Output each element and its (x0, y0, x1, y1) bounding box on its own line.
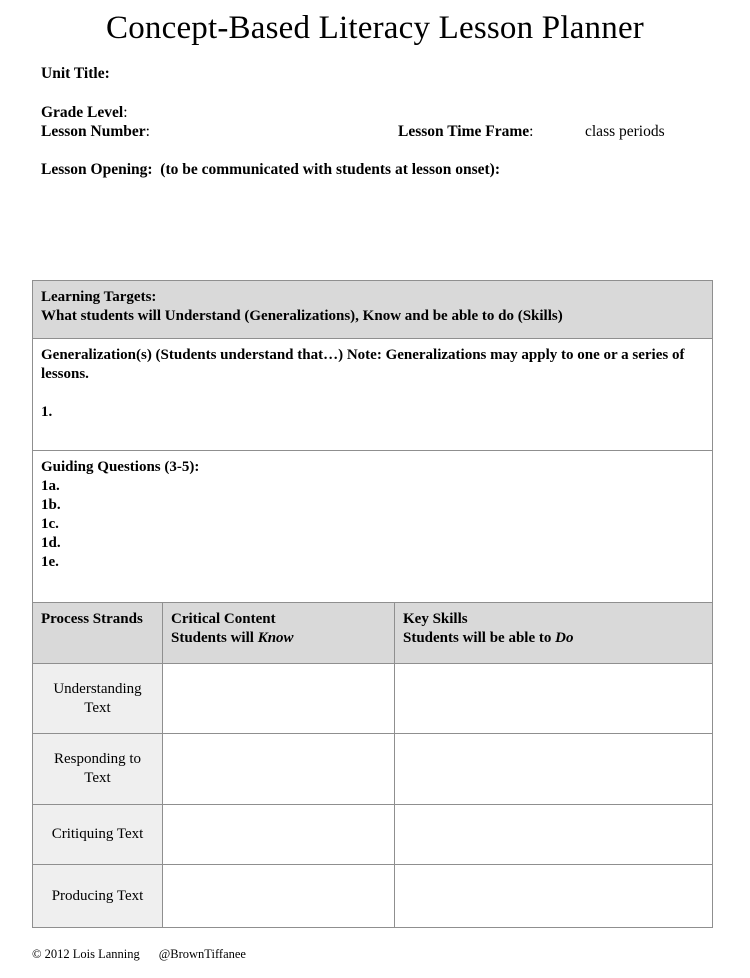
critical-content-prefix: Students will (171, 630, 258, 646)
lesson-number-label: Lesson Number (41, 123, 146, 140)
social-handle: @BrownTiffanee (158, 947, 246, 961)
critical-content-cell[interactable] (163, 664, 395, 734)
critical-content-cell[interactable] (163, 865, 395, 928)
lesson-number-line (41, 122, 150, 141)
learning-targets-subtitle: What students will Understand (Generalizations), Know and be able to do (Skills) (41, 308, 563, 324)
guiding-question-item: 1c. (41, 516, 59, 532)
lesson-time-frame-line (398, 122, 533, 141)
lesson-time-frame-label: Lesson Time Frame (398, 123, 530, 140)
generalization-item: 1. (41, 404, 53, 420)
grade-level-colon: : (123, 104, 128, 121)
key-skills-header-line2 (403, 629, 702, 648)
strand-row (33, 805, 713, 865)
lesson-opening-label: Lesson Opening: (to be communicated with students at lesson onset): (41, 161, 500, 178)
strand-label-cell: Producing Text (33, 865, 163, 928)
grade-level-label: Grade Level (41, 104, 124, 121)
strand-row (33, 734, 713, 805)
strands-table (32, 602, 713, 928)
generalizations-cell[interactable] (33, 339, 713, 451)
generalizations-prompt: Generalization(s) (Students understand that…) Note: Generalizations may apply to one or a series of lessons. (41, 347, 685, 382)
critical-content-header (163, 603, 395, 664)
learning-targets-table (32, 280, 713, 603)
grade-level-line (41, 103, 128, 122)
critical-content-header-line1: Critical Content (171, 611, 276, 627)
page-footer (32, 947, 246, 962)
guiding-question-item: 1b. (41, 497, 61, 513)
do-emphasis: Do (555, 630, 574, 646)
critical-content-header-line2 (171, 629, 384, 648)
guiding-questions-cell[interactable] (33, 451, 713, 603)
page-title: Concept-Based Literacy Lesson Planner (106, 10, 644, 46)
key-skills-cell[interactable] (395, 865, 713, 928)
key-skills-cell[interactable] (395, 664, 713, 734)
lesson-time-frame-colon: : (529, 123, 534, 140)
guiding-question-item: 1d. (41, 535, 61, 551)
learning-targets-title: Learning Targets: (41, 289, 157, 305)
guiding-question-item: 1a. (41, 478, 60, 494)
strand-row (33, 865, 713, 928)
key-skills-prefix: Students will be able to (403, 630, 556, 646)
unit-title-label: Unit Title: (41, 65, 110, 82)
key-skills-header-line1: Key Skills (403, 611, 468, 627)
strand-label-cell: Understanding Text (33, 664, 163, 734)
process-strands-header: Process Strands (33, 603, 163, 664)
know-emphasis: Know (257, 630, 294, 646)
key-skills-header (395, 603, 713, 664)
critical-content-cell[interactable] (163, 734, 395, 805)
key-skills-cell[interactable] (395, 734, 713, 805)
guiding-questions-prompt: Guiding Questions (3-5): (41, 459, 200, 475)
strand-row (33, 664, 713, 734)
critical-content-cell[interactable] (163, 805, 395, 865)
strand-label-cell: Responding to Text (33, 734, 163, 805)
spacer (41, 384, 700, 403)
key-skills-cell[interactable] (395, 805, 713, 865)
lesson-number-colon: : (145, 123, 150, 140)
class-periods-text: class periods (585, 123, 665, 140)
guiding-question-item: 1e. (41, 554, 59, 570)
strand-label-cell: Critiquing Text (33, 805, 163, 865)
copyright-text: © 2012 Lois Lanning (32, 947, 140, 961)
learning-targets-header-cell (33, 281, 713, 339)
